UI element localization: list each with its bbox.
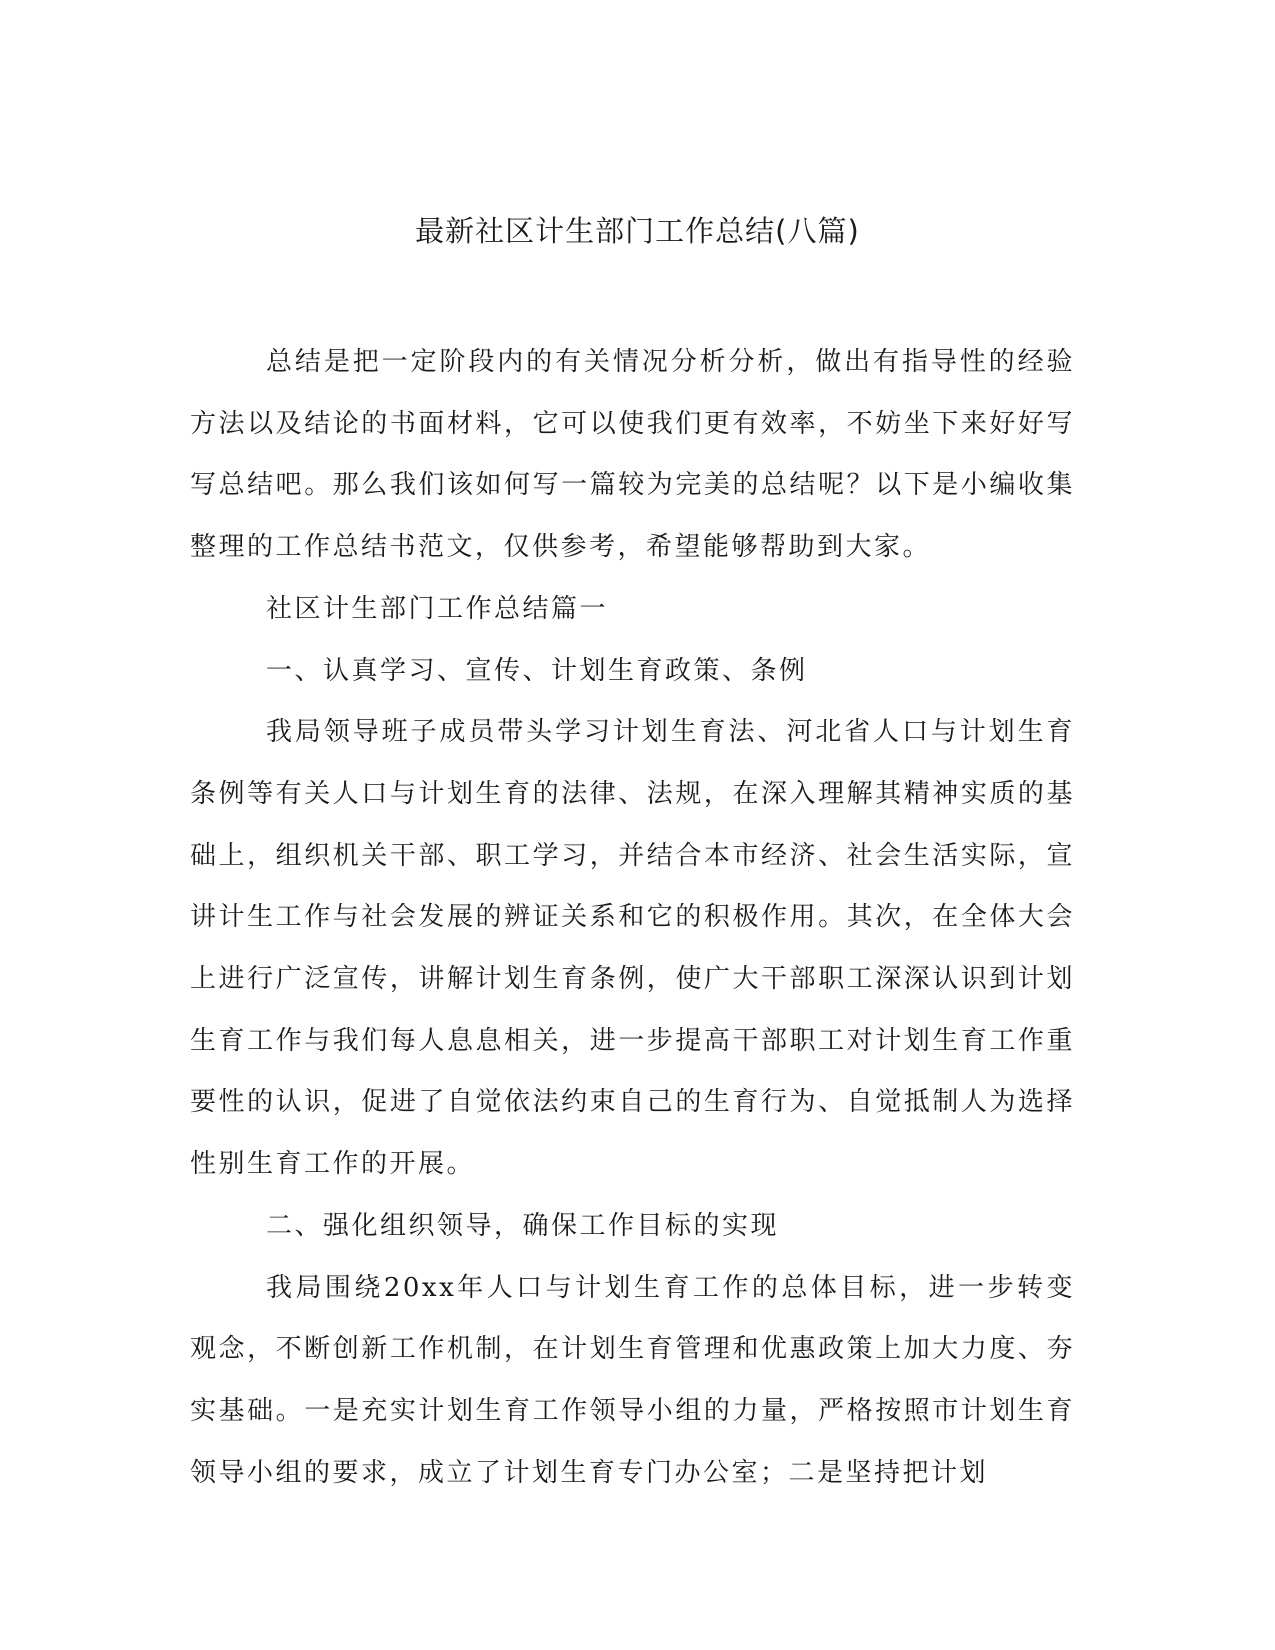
document-title: 最新社区计生部门工作总结(八篇) [415,214,860,248]
intro-paragraph: 总结是把一定阶段内的有关情况分析分析，做出有指导性的经验方法以及结论的书面材料，它可以使我们更有效率，不妨坐下来好好写写总结吧。那么我们该如何写一篇较为完美的总结呢？以下是小编收集整理的工作总结书范文，仅供参考，希望能够帮助到大家。 [190,347,1075,563]
body-paragraph-one: 我局领导班子成员带头学习计划生育法、河北省人口与计划生育条例等有关人口与计划生育的法律、法规，在深入理解其精神实质的基础上，组织机关干部、职工学习，并结合本市经济、社会生活实际，宣讲计生工作与社会发展的辨证关系和它的积极作用。其次，在全体大会上进行广泛宣传，讲解计划生育条例，使广大干部职工深深认识到计划生育工作与我们每人息息相关，进一步提高干部职工对计划生育工作重要性的认识，促进了自觉依法约束自己的生育行为、自觉抵制人为选择性别生育工作的开展。 [190,717,1075,1180]
subheading-two: 二、强化组织领导，确保工作目标的实现 [266,1210,780,1241]
section-title: 社区计生部门工作总结篇一 [266,593,609,624]
subheading-one: 一、认真学习、宣传、计划生育政策、条例 [266,655,808,686]
body-paragraph-two: 我局围绕20xx年人口与计划生育工作的总体目标，进一步转变观念，不断创新工作机制，在计划生育管理和优惠政策上加大力度、夯实基础。一是充实计划生育工作领导小组的力量，严格按照市计划生育领导小组的要求，成立了计划生育专门办公室；二是坚持把计划 [190,1272,1075,1488]
document-body [190,332,1075,1504]
